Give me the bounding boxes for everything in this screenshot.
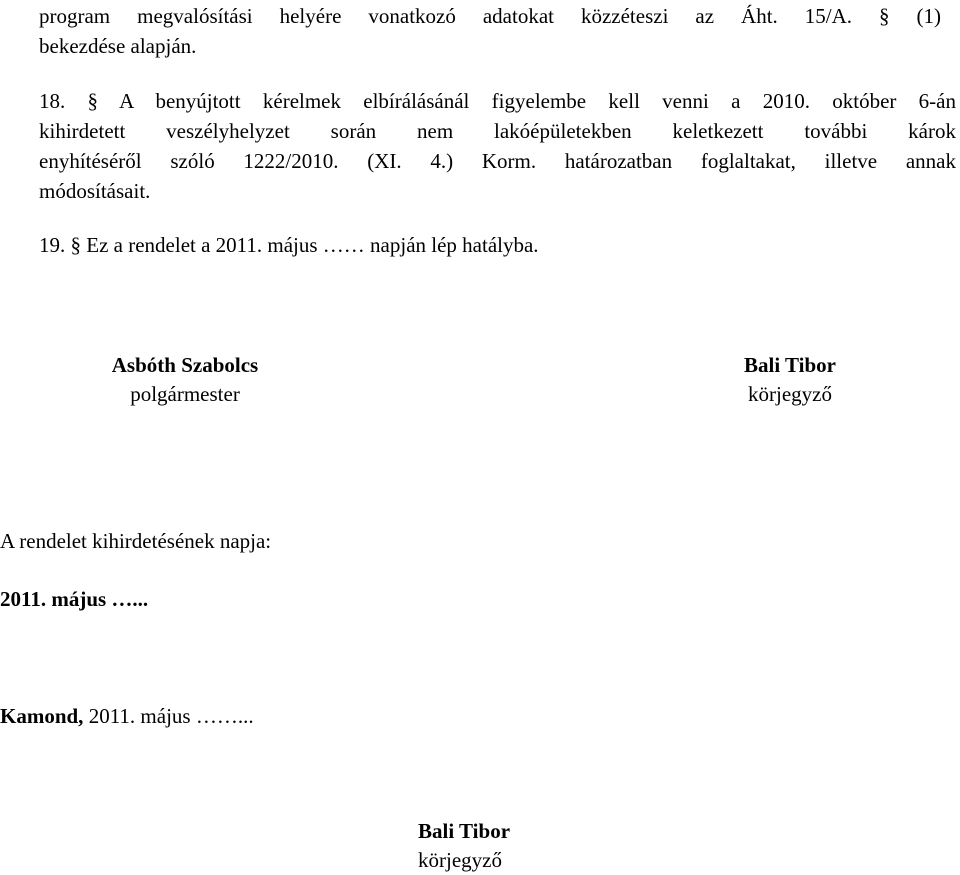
place-date-line <box>0 706 254 727</box>
notary-name: Bali Tibor <box>743 353 836 377</box>
promulgation-label: A rendelet kihirdetésének napja: <box>0 529 272 553</box>
paragraph-17-line-1: program megvalósítási helyére vonatkozó adatokat közzéteszi az Áht. 15/A. § (1) <box>39 4 941 28</box>
place-name: Kamond, <box>0 704 84 728</box>
final-signature-name: Bali Tibor <box>418 819 511 843</box>
paragraph-18-line-1: 18. § A benyújtott kérelmek elbírálásánál figyelembe kell venni a 2010. október 6-án <box>39 89 956 113</box>
mayor-title: polgármester <box>130 382 240 406</box>
paragraph-18-line-2: kihirdetett veszélyhelyzet során nem lakóépületekben keletkezett további károk <box>39 119 956 143</box>
place-date: 2011. május ……... <box>83 704 254 728</box>
paragraph-17-line-2: bekezdése alapján. <box>39 34 197 58</box>
paragraph-19: 19. § Ez a rendelet a 2011. május …… napján lép hatályba. <box>39 233 539 257</box>
paragraph-18-line-3: enyhítéséről szóló 1222/2010. (XI. 4.) Korm. határozatban foglaltakat, illetve annak <box>39 149 956 173</box>
promulgation-date: 2011. május …... <box>0 587 149 611</box>
mayor-name: Asbóth Szabolcs <box>111 353 259 377</box>
notary-title: körjegyző <box>748 382 832 406</box>
paragraph-18-line-4: módosításait. <box>39 179 151 203</box>
final-signature-title: körjegyző <box>418 848 502 872</box>
